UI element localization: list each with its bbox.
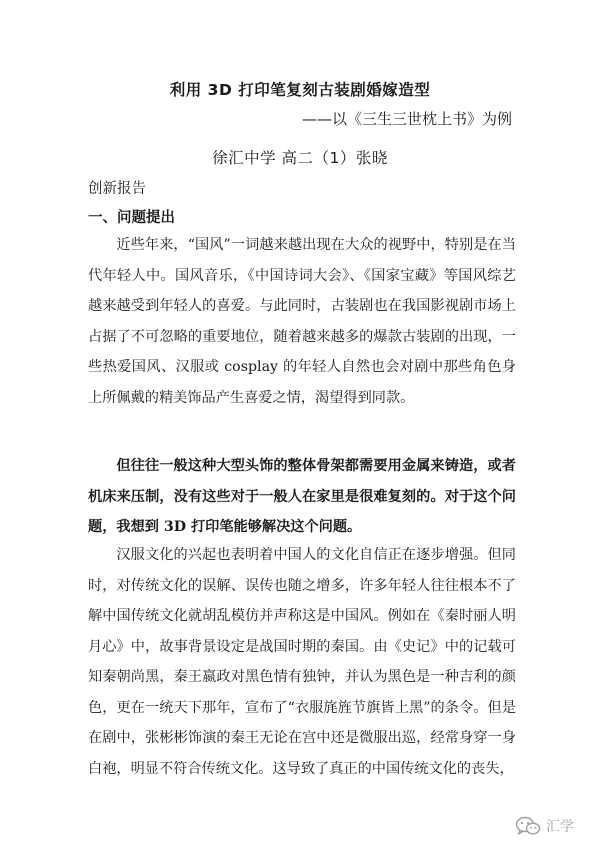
watermark xyxy=(515,816,574,836)
paragraph-2: 但往往一般这种大型头饰的整体骨架都需要用金属来铸造，或者机床来压制，没有这些对于一般人在家里是很难复刻的。对于这个问题，我想到 3D 打印笔能够解决这个问题。 xyxy=(88,458,516,535)
watermark-text: 汇学 xyxy=(546,819,574,835)
author-line: 徐汇中学 高二（1）张晓 xyxy=(212,149,388,167)
section-heading: 一、问题提出 xyxy=(88,210,175,226)
paragraph-1: 近些年来，“国风”一词越来越出现在大众的视野中，特别是在当代年轻人中。国风音乐，《中国诗词大会》、《国家宝藏》等国风综艺越来越受到年轻人的喜爱。与此同时，古装剧也在我国影视剧市场上占据了不可忽略的重要地位，随着越来越多的爆款古装剧的出现，一些热爱国风、汉服或 cosplay 的年轻人自然也会对剧中那些角色身上所佩戴的精美饰品产生喜爱之情，渴望得到同款。 xyxy=(88,237,516,406)
document-subtitle: ——以《三生三世枕上书》为例 xyxy=(301,110,512,128)
report-type: 创新报告 xyxy=(88,181,146,197)
wechat-icon xyxy=(515,816,541,836)
paragraph-3: 汉服文化的兴起也表明着中国人的文化自信正在逐步增强。但同时，对传统文化的误解、误传也随之增多，许多年轻人往往根本不了解中国传统文化就胡乱模仿并声称这是中国风。例如在《秦时丽人明月心》中，故事背景设定是战国时期的秦国。由《史记》中的记载可知秦朝尚黑，秦王嬴政对黑色情有独钟，并认为黑色是一种吉利的颜色，更在一统天下那年，宣布了“衣服旄旌节旗皆上黑”的条令。但是在剧中，张彬彬饰演的秦王无论在宫中还是微服出巡，经常身穿一身白袍，明显不符合传统文化。这导致了真正的中国传统文化的丧失， xyxy=(88,547,516,777)
document-title: 利用 3D 打印笔复刻古装剧婚嫁造型 xyxy=(169,81,431,99)
